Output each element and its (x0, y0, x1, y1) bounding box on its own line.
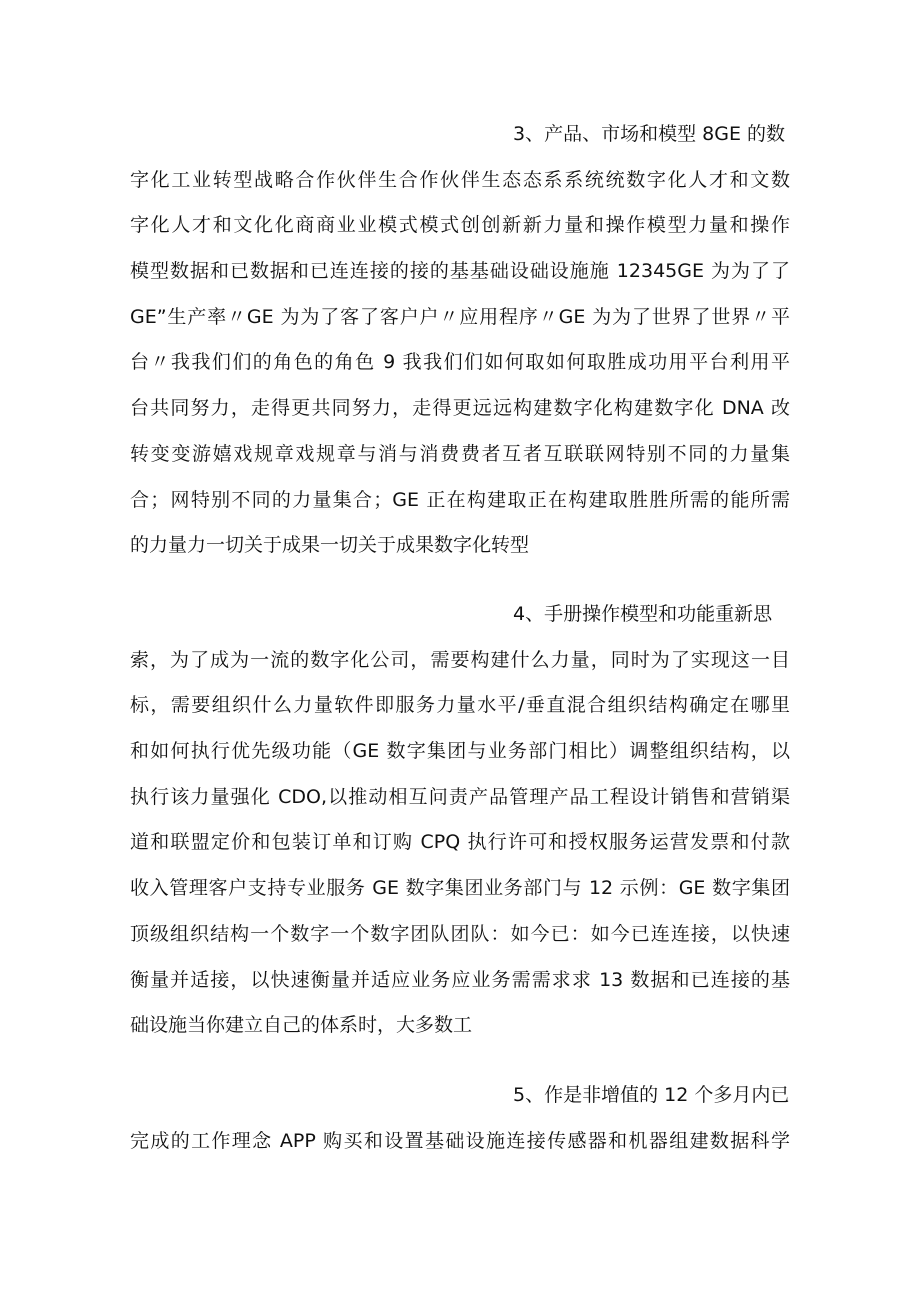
body-text-line: 和如何执行优先级功能（GE 数字集团与业务部门相比）调整组织结构，以 (130, 740, 790, 763)
body-text-line: 合；网特别不同的力量集合；GE 正在构建取正在构建取胜胜所需的能所需 (130, 488, 790, 511)
paragraph-heading-line: 5、作是非增值的 12 个多月内已 (513, 1084, 790, 1106)
body-text-line: 执行该力量强化 CDO,以推动相互问责产品管理产品工程设计销售和营销渠 (130, 785, 790, 808)
body-text-line: 标，需要组织什么力量软件即服务力量水平/垂直混合组织结构确定在哪里 (130, 694, 790, 717)
body-text-line: 字化工业转型战略合作伙伴生合作伙伴生态态系系统统数字化人才和文数 (130, 168, 790, 191)
body-text-line: GE”生产率〃GE 为为了客了客户户〃应用程序〃GE 为为了世界了世界〃平 (130, 305, 790, 328)
paragraph-section-5 (130, 1073, 790, 1164)
body-text-line: 台共同努力，走得更共同努力，走得更远远构建数字化构建数字化 DNA 改 (130, 397, 790, 420)
paragraph-heading-line: 3、产品、市场和模型 8GE 的数 (513, 123, 785, 145)
body-text-line: 础设施当你建立自己的体系时，大多数工 (130, 1014, 473, 1037)
paragraph-section-4 (130, 592, 790, 1049)
body-text-line: 收入管理客户支持专业服务 GE 数字集团业务部门与 12 示例：GE 数字集团 (130, 877, 790, 900)
body-text-line: 转变变游嬉戏规章戏规章与消与消费费者互者互联联网特别不同的力量集 (130, 442, 790, 465)
body-text-line: 顶级组织结构一个数字一个数字团队团队：如今已：如今已连连接，以快速 (130, 922, 790, 945)
paragraph-heading-line: 4、手册操作模型和功能重新思 (513, 603, 773, 625)
body-text-line: 模型数据和已数据和已连连接的接的基基础设础设施施 12345GE 为为了了 (130, 260, 790, 283)
body-text-line: 道和联盟定价和包装订单和订购 CPQ 执行许可和授权服务运营发票和付款 (130, 831, 790, 854)
body-text-line: 衡量并适接，以快速衡量并适应业务应业务需需求求 13 数据和已连接的基 (130, 968, 790, 991)
body-text-line: 字化人才和文化化商商业业模式模式创创新新力量和操作模型力量和操作 (130, 214, 790, 237)
body-text-line: 索，为了成为一流的数字化公司，需要构建什么力量，同时为了实现这一目 (130, 648, 790, 671)
body-text-line: 的力量力一切关于成果一切关于成果数字化转型 (130, 534, 530, 557)
body-text-line: 完成的工作理念 APP 购买和设置基础设施连接传感器和机器组建数据科学 (130, 1129, 790, 1152)
body-text-line: 台〃我我们们的角色的角色 9 我我们们如何取如何取胜成功用平台利用平 (130, 351, 790, 374)
paragraph-section-3 (130, 112, 790, 569)
